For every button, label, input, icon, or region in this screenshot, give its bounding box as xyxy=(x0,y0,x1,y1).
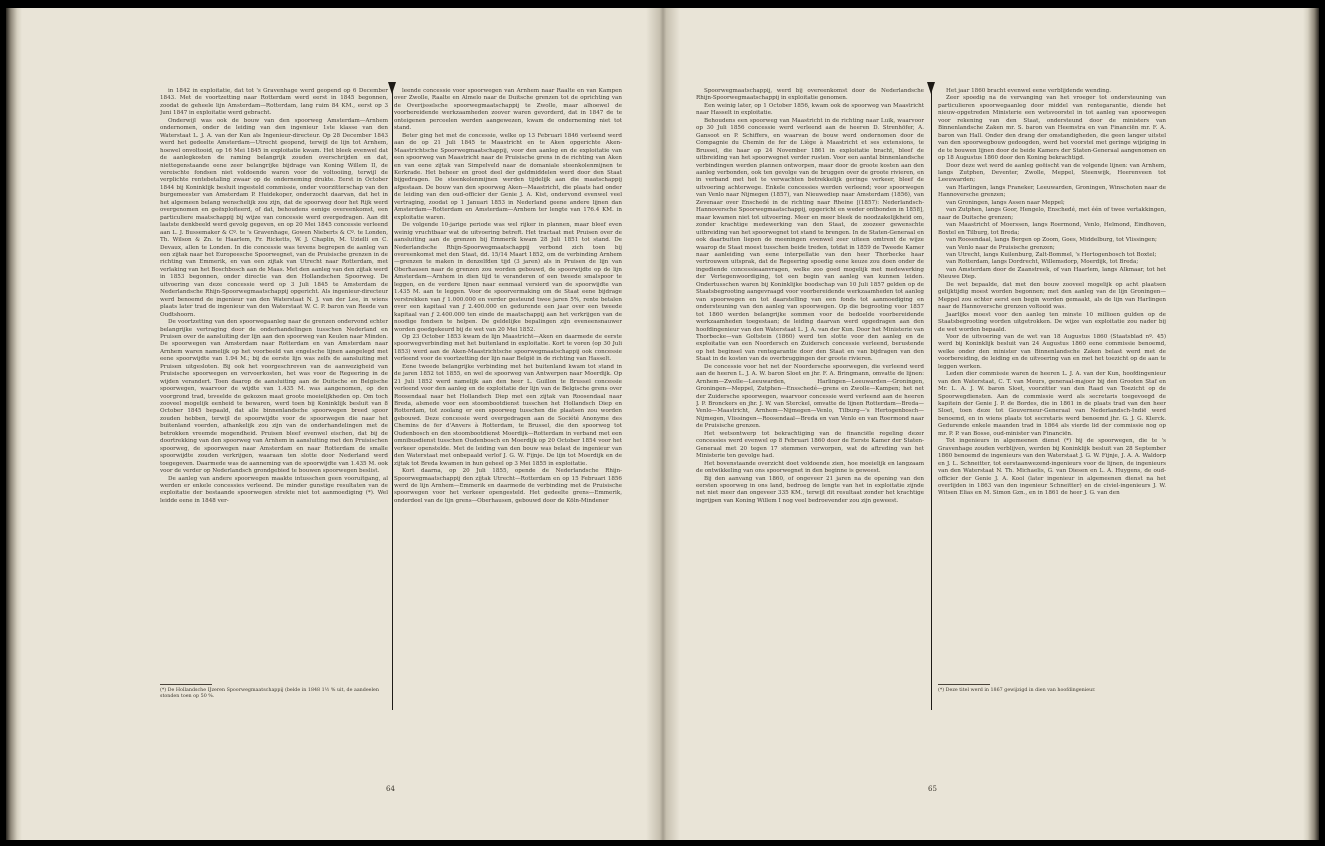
left-page-column-2 xyxy=(394,88,622,708)
paragraph: Een weinig later, op 1 October 1856, kwam ook de spoorweg van Maastricht naar Hasselt in exploitatie. xyxy=(696,102,924,117)
paragraph: in 1842 in exploitatie, dat tot 's Gravenhage werd geopend op 6 December 1843. Met de voortzetting naar Rotterdam werd eerst in 1845 begonnen, zoodat de geheele lijn Amsterdam—Rotterdam, lang ruim 84 KM., eerst op 3 Juni 1847 in exploitatie werd gebracht. xyxy=(160,88,388,117)
list-item: van Groningen, langs Assen naar Meppel; xyxy=(946,199,1065,206)
left-page xyxy=(22,8,646,840)
paragraph: Spoorwegmaatschappij, werd bij overeenkomst door de Nederlandsche Rhijn-Spoorwegmaatschappij in exploitatie genomen. xyxy=(696,88,924,102)
page-edge-left xyxy=(6,8,22,840)
list-item: van Utrecht, langs Kuilenburg, Zalt-Bommel, 's Hertogenbosch tot Boxtel; xyxy=(946,251,1157,258)
paragraph: Bij den aanvang van 1860, of ongeveer 21 jaren na de opening van den eersten spoorweg in ons land, bedroeg de lengte van het in exploitatie zijnde net niet meer dan ongeveer 335 KM., terwijl dit resultaat zonder het krachtige ingrijpen van Koning Willem I nog veel bedroevender zou zijn geweest. xyxy=(696,475,924,504)
paragraph: leende concessie voor spoorwegen van Arnhem naar Raalte en van Kampen over Zwolle, Raalte en Almelo naar de Duitsche grenzen tot de oprichting van de Overijsselsche spoorwegmaatschappij te Zwolle, maar alhoewel de voorbereidende werkzaamheden zoover waren gevorderd, dat in 1847 de te onteigenen perceelen werden aangewezen, kwam de onderneming niet tot stand. xyxy=(394,88,622,132)
list-item: van Zutphen, langs Goor, Hengelo, Enschedé, met één of twee vertakkingen, naar de Duitsche grenzen; xyxy=(938,207,1166,221)
paragraph: De voortzetting van den spoorwegaanleg naar de grenzen ondervond echter belangrijke vertraging door de onderhandelingen tusschen Nederland en Pruisen over de aansluiting der lijn aan den spoorweg van Keulen naar Minden. De spoorwegen van Amsterdam naar Rotterdam en van Amsterdam naar Arnhem waren namelijk op het voorbeeld van engelsche lijnen aangelegd met eene spoorwijdte van 1.94 M.; bij de eerste lijn was zelfs de aansluiting met Pruisen uitgesloten. Bij ook het voorgeschreven van de aanwezigheid van Pruisische spoorwegen en vervoerkosten, het was voor de Regeering in de wijden verandert. Toen daarop de aansluiting aan de Duitsche en Belgische spoorwegen, waarvoor de wijdte van 1.435 M. was aangenomen, op den voorgrond trad, teveelde de gekozen maat groote moeielijkheden op. Om toch zooveel mogelijk eenheid te bewaren, werd toen bij Koninklijk besluit van 8 October 1845 bepaald, dat alle binnenlandsche spoorwegen breed spoor zouden hebben, terwijl de spoorwijdte voor de spoorwegen die naar het buitenland voerden, afhankelijk zou zijn van de onderhandelingen met de betrokken vreemde mogendheid. Pruisen bleef evenwel eischen, dat bij de doortrekking van den spoorweg van Arnhem in aansluiting met den Pruisischen spoorweg, de spoorwegen naar Amsterdam en naar Rotterdam de smalle spoorwijdte zouden verkrijgen, waaraan ten slotte door Nederland werd toegegeven. Daarmede was de aanneming van de spoorwijdte van 1.435 M. ook voor de verder op Nederlandsch grondgebied te bouwen spoorwegen beslist. xyxy=(160,319,388,475)
page-number: 65 xyxy=(928,785,937,793)
left-page-column-1 xyxy=(160,88,388,708)
book-spread xyxy=(6,8,1319,840)
paragraph: Door deze wet werd de aanleg geëischt van de volgende lijnen: van Arnhem, langs Zutphen, Deventer, Zwolle, Meppel, Steenwijk, Heerenveen tot Leeuwarden; xyxy=(938,162,1166,184)
list-item: van Maastricht of Moerssen, langs Roermond, Venlo, Helmond, Eindhoven, Boxtel en Tilburg, tot Breda; xyxy=(938,222,1166,236)
paragraph: Zeer spoedig na de vervanging van het vroeger tot ondersteuning van particulieren spoorwegaanleg door middel van rentegarantie, diende het nieuw-opgetreden Ministerie een wetsvoorstel in tot aanleg van spoorwegen voor rekening van den Staat, ondersteund door de ministers van Binnenlandsche Zaken mr. S. baron van Heemstra en van Financiën mr. F. A. baron van Hall. Onder den drang der omstandigheden, die geen langer uitstel van den spoorwegbouw gedoogden, werd het voorstel met geringe wijziging in de te bouwen lijnen door de beide Kamers der Staten-Generaal aangenomen en op 18 Augustus 1860 door den Koning bekrachtigd. xyxy=(938,95,1166,162)
paragraph: De aanleg van andere spoorwegen maakte intusschen geen vooruitgang, al werden er enkele concessies verleend. De minder gunstige resultaten van de exploitatie der bestaande spoorwegen strekte niet tot aanmoediging (*). Wel leidde eene in 1848 ver- xyxy=(160,475,388,504)
paragraph: Kort daarna, op 20 Juli 1855, opende de Nederlandsche Rhijn-Spoorwegmaatschappij den zijtak Utrecht—Rotterdam en op 15 Februari 1856 werd de lijn Arnhem—Emmerik en daarmede de verbinding met de Pruisische spoorwegen voor het verkeer opengesteld. Het gedeelte grens—Emmerik, onderdeel van de lijn grens—Oberhausen, gebouwd door de Köln-Mindener xyxy=(394,468,622,504)
paragraph: Leden dier commissie waren de heeren L. J. A. van der Kun, hoofdingenieur van den Waterstaat, C. T. van Meurs, generaal-majoor bij den Grooten Staf en Mr. L. A. J. W. baron Sloet, voorzitter van den Raad van Toezicht op de Spoorwegdiensten. Aan de commissie werd als secretaris toegevoegd de kapitein der Genie J. P. de Bordes, die in 1861 in de plaats trad van den heer Sloet, toen deze tot Gouverneur-Generaal van Nederlandsch-Indië werd benoemd, en in wiens plaats tot secretaris werd benoemd jhr. G. J. G. Klerck. Gedurende enkele maanden trad in 1864 als vierde lid der commissie nog op mr. P. P. van Bosse, oud-minister van Financiën. xyxy=(938,371,1166,437)
book-gutter xyxy=(646,8,680,840)
paragraph: Jaarlijks moest voor den aanleg ten minste 10 millioen gulden op de Staatsbegrooting worden uitgetrokken. De wijze van exploitatie zou nader bij de wet worden bepaald. xyxy=(938,311,1166,333)
paragraph: Tot ingenieurs in algemeenen dienst (*) bij de spoorwegen, die te 's Gravenhage zouden verblijven, werden bij Koninklijk besluit van 28 September 1860 benoemd de ingenieurs van den Waterstaat J. G. W. Fijnje, J. A. A. Waldorp en J. L. Schneitter, tot eerstaanwezend-ingenieurs voor de lijnen, de ingenieurs van den Waterstaat N. Th. Michaelis, G. van Diesen en L. A. Huygens, de oud-officier der Genie J. A. Kool (later ingenieur in algemeenen dienst na het overlijden in 1863 van den ingenieur Schneitter) en de civiel-ingenieurs J. W. Witsen Elias en M. Simon Gzn., en in 1861 de heer J. G. van den xyxy=(938,438,1166,497)
paragraph: De volgende 10-jarige periode was wel rijker in plannen, maar bleef even weinig vruchtbaar wat de uitvoering betreft. Het tractaat met Pruisen over de aansluiting aan de grenzen bij Emmerik kwam 28 Juli 1851 tot stand. De Nederlandsche Rhijn-Spoorwegmaatschappij verbond zich toen bij overeenkomst met den Staat, dd. 15/14 Maart 1852, om de verbinding Arnhem—grenzen te maken in denzelfden tijd (3 jaren) als in Pruisen de lijn van Oberhausen naar de grenzen zou worden gebouwd, de spoorwijdte op de lijn Amsterdam—Arnhem in dien tijd te veranderen of een tweede smalspoor te leggen, en de verdere lijnen naar eenmaal versierd van de spoorwijdte van 1.435 M. aan te leggen. Voor de spoorvermaking om de Staat eene bijdrage verstrekken van ƒ 1.000.000 en verder gesteund twee jaren 5%, rente betalen over een kapitaal van ƒ 2.400.000 en gedurende een jaar over een tweede kapitaal van ƒ 2.400.000 ten einde de maatschappij aan het verkrijgen van de noodige fondsen te helpen. De geldelijke bepalingen zijn eveneensnauwer worden goedgekeurd bij de wet van 20 Mei 1852. xyxy=(394,222,622,333)
page-number: 64 xyxy=(386,785,395,793)
right-page-column-1 xyxy=(696,88,924,708)
footnote: (*) De Hollandsche IJzeren Spoorwegmaatschappij (belde in 1848 1½ % uit, de aandeelen stonden toen op 50 %. xyxy=(160,688,379,700)
page-edge-right xyxy=(1303,8,1319,840)
list-item: van Harlingen, langs Franeker, Leeuwarden, Groningen, Winschoten naar de Hannoversche grenzen; xyxy=(938,184,1166,199)
list-item: van Amsterdam door de Zaanstreek, of van Haarlem, langs Alkmaar, tot het Nieuwe Diep. xyxy=(938,266,1166,281)
paragraph: Het jaar 1860 bracht evenwel eene verblijdende wending. xyxy=(946,88,1112,94)
paragraph: Op 23 October 1853 kwam de lijn Maastricht—Aken en daarmede de eerste spoorwegverbinding met het buitenland in exploitatie. Kort te voren (op 30 Juli 1853) werd aan de Aken-Maastrichtsche spoorwegmaatschappij ook concessie verleend voor de voortzetting der lijn naar België in de richting van Hasselt. xyxy=(394,333,622,363)
paragraph: Eene tweede belangrijke verbinding met het buitenland kwam tot stand in de jaren 1852 tot 1855, en wel de spoorweg van Antwerpen naar Moerdijk. Op 21 Juli 1852 werd namelijk aan den heer L. Guillon te Brussel concessie verleend voor den aanleg en de exploitatie der lijn van de Belgische grens over Roosendaal naar het Hollandsch Diep met een zijtak van Roosendaal naar Breda, alsmede voor een stoombootdienst tusschen het Hollandsch Diep en Rotterdam, tot zoolang er een spoorweg tusschen die plaatsen zou worden gebouwd. Deze concessie werd overgedragen aan de Société Anonyme des Chemins de fer d'Anvers à Rotterdam, te Brussel, die den spoorweg tot Oudenbosch en den stoombootdienst Moerdijk—Rotterdam in verband met een omnibusdienst tusschen Oudenbosch en Moerdijk op 20 October 1854 voor het verkeer openstelde. Met de leiding van den bouw was belast de ingenieur van den Waterstaat met onbepaald verlof J. G. W. Fijnje. De lijn tot Moerdijk en de zijtak tot Breda kwamen in hun geheel op 3 Mei 1855 in exploitatie. xyxy=(394,363,622,467)
paragraph: Het bovenstaande overzicht doet voldoende zien, hoe moeielijk en langzaam de ontwikkeling van ons spoorwegnet in den beginne is geweest. xyxy=(696,460,924,475)
paragraph: Behoudens een spoorweg van Maastricht in de richting naar Luik, waarvoor op 30 Juli 1856 concessie werd verleend aan de heeren D. Strenhöfer, A. Gansoot en P. Schiffers, en waarvan de bouw werd ondernomen door de Compagnie du Chemin de fer de Liège à Maastricht et ses extensions, te Brussel, die haar op 24 November 1861 in exploitatie bracht, bleef de uitbreiding van het spoorwegnet verder rusten. Voor een aantal binnenlandsche verbindingen werden plannen ontworpen, maar door de groote kosten aan den aanleg verbonden, ook ten gevolge van de bruggen over de groote rivieren, en in verband met het te verwachten betrekkelijk geringe verkeer, bleef de uitvoering achterwege. Enkele concessies werden verleend; voor spoorwegen van Venlo naar Nijmegen (1857), van Nieuwediep naar Amsterdam (1856), van Zevenaar over Enschedé in de richting naar Rheine [(1857): Nederlandsch-Hannoversche Spoorwegmaatschappij, opgericht en weder ontbonden in 1858], maar kwamen niet tot uitvoering. Meer en meer bleek de noodzakelijkheid om, zonder krachtige medewerking van den Staat, de zoozeer gewenschte uitbreiding van het spoorwegnet tot stand te brengen. In de Staten-Generaal en ook daarbuiten liepen de meeningen evenwel zeer uiteen omtrent de wijze waarop de Staat moest tusschen beide treden, totdat in 1859 de Tweede Kamer naar aanleiding van eene interpellatie van den heer Thorbecke haar vertrouwen uitsprak, dat de Regeering spoedig eene keuze zou doen onder de ingediende concessieaanvragen, welke zoo goed mogelijk met medewerking der Vertegenwoordiging, tot een begin van aanleg van kunnen leiden. Ondertusschen waren bij Koninklijke boodschap van 10 Juli 1857 gelden op de Staatsbegrooting aangevraagd voor voorbereidende werkzaamheden tot aanleg van spoorwegen en tot daarstelling van een fonds tot aanmoediging en ondersteuning van den aanleg van spoorwegen. Op die begrooting voor 1857 tot 1860 werden belangrijke sommen voor de bedoelde voorbereidende werkzaamheden toegestaan; de leiding daarvan werd opgedragen aan den hoofdingenieur van den Waterstaat L. J. A. van der Kun. Door het Ministerie van Thorbecke—van Goltstein (1860) werd ten slotte voor den aanleg en de exploitatie van een Noordersch en Zuidersch concessie verleend, berustende op het beginsel van rentegarantie door den Staat en van bijdragen van den Staat in de kosten van de overbruggingen der groote rivieren. xyxy=(696,117,924,363)
right-page xyxy=(680,8,1303,840)
right-page-column-2 xyxy=(938,88,1166,708)
list-item: van Roosendaal, langs Bergen op Zoom, Goes, Middelburg, tot Vlissingen; xyxy=(946,237,1157,244)
paragraph: De wet bepaalde, dat met den bouw zooveel mogelijk op acht plaatsen gelijktijdig moest worden begonnen; met den aanleg van de lijn Groningen—Meppel zou echter eerst een begin worden gemaakt, als de lijn van Harlingen naar de Hannoversche grenzen voltooid was. xyxy=(938,281,1166,311)
footnote: (*) Deze titel werd in 1867 gewijzigd in dien van hoofdingenieur. xyxy=(938,688,1096,693)
list-item: van Rotterdam, langs Dordrecht, Willemsdorp, Moerdijk, tot Breda; xyxy=(946,259,1139,266)
paragraph: Voor de uitvoering van de wet van 18 Augustus 1860 (Staatsblad nº. 45) werd bij Koninklijk besluit van 24 Augustus 1860 eene commissie benoemd, welke onder den minister van Binnenlandsche Zaken belast werd met de voorbereiding, de leiding en de uitvoering van en met het toezicht op de aan te leggen werken. xyxy=(938,333,1166,370)
footnote-rule xyxy=(160,684,212,685)
paragraph: Beter ging het met de concessie, welke op 13 Februari 1846 verleend werd aan de op 21 Juli 1845 te Maastricht en te Aken opgerichte Aken-Maastrichtsche Spoorwegmaatschappij, voor den aanleg en de exploitatie van een spoorweg van Maastricht naar de Pruisische grens in de richting van Aken en van eene zijtak van Simpelveld naar de domaniale steenkolenmijnen te Kerkrade. Het beheer en groot deel der geldmiddelen werd door den Staat bijgedragen. De steenkolenmijnen werden tijdelijk aan die maatschappij afgestaan. De bouw van den spoorweg Aken—Maastricht, die plaats had onder de leiding van den oud-officier der Genie J. A. Kist, ondervond evenwel veel vertraging, zoodat op 1 Januari 1853 in Nederland geene andere lijnen dan Amsterdam—Rotterdam en Amsterdam—Arnhem ter lengte van 176.4 KM. in exploitatie waren. xyxy=(394,132,622,221)
list-item: van Venlo naar de Pruisische grenzen; xyxy=(946,244,1055,251)
paragraph: De concessie voor het net der Noordersche spoorwegen, die verleend werd aan de heeren L. J. A. W. baron Sloet en jhr. F. A. Bringmann, omvatte de lijnen: Arnhem—Zwolle—Leeuwarden, Harlingen—Leeuwarden—Groningen, Groningen—Meppel, Zutphen—Ensschedé—grens en Zwolle—Kampen; het net der Zuidersche spoorwegen, waarvoor concessie werd verleend aan de heeren J. P. Bronckers en jhr. J. W. van Sterckel, omvatte de lijnen Rotterdam—Breda—Venlo—Maastricht, Arnhem—Nijmegen—Venlo, Tilburg—'s Hertogenbosch—Nijmegen, Vlissingen—Roosendaal—Breda en van Venlo en van Roermond naar de Pruisische grenzen. xyxy=(696,363,924,430)
column-rule xyxy=(392,86,393,710)
paragraph: Onderwijl was ook de bouw van den spoorweg Amsterdam—Arnhem ondernomen, onder de leiding van den ingenieur 1ste klasse van den Waterstaat L. J. A. van der Kun als Ingenieur-directeur. Op 28 December 1843 werd het gedeelte Amsterdam—Utrecht geopend, terwijl de lijn tot Arnhem, hoewel onvoltooid, op 16 Mei 1845 in exploitatie kwam. Het bleek evenwel dat de aanlegkosten de raming belangrijk zouden overschrijden en dat, niettegenstaande eene zeer belangrijke bijdrage van Koning Willem II, de vereischte fondsen niet voldoende waren voor de voltooiing, terwijl de verplichte rentebetaling zwaar op de onderneming drukte. Eerst in October 1844 bij Koninklijk besluit ingesteld commissie, onder voorzitterschap van den burgemeester van Amsterdam P. Huidekoper, onderzocht daarvan, dat het in het algemeen belang wenschelijk zou zijn, dat de spoorweg door het Rijk werd overgenomen en geëxploiteerd, of dat, behoudens eenige overeenkomst, een particuliere maatschappij bij wijze van concessie werd overgedragen. Aan dit laatste denkbeeld werd gevolg gegeven, en op 20 Mei 1845 concessie verleend aan L. J. Bussemaker & Cº. te 's Gravenhage, Gowen Nieberts & Cº. te Londen, Th. Wilson & Zn. te Haarlem, Fr. Ricketts, W. J. Chaplin, M. Uzielli en C. Devaux, allen te Londen. In die concessie was tevens begrepen de aanleg van een zijtak naar het Europeesche Spoorwegnet, van de Pruisische grenzen in de richting van Emmerik, en van een zijtak van Utrecht naar Rotterdam, met verlaking van het Boschbosch aan de Maas. Met den aanleg van den zijtak werd in 1853 begonnen, onder directie van den Hollandschen Spoorweg. De uitvoering van deze concessie werd op 3 Juli 1845 te Amsterdam de Nederlandsche Rhijn-Spoorwegmaatschappij opgericht. Als ingenieur-directeur werd benoemd de ingenieur van den Waterstaat N. J. van der Lee, in wiens plaats later trad de ingenieur van den Waterstaat W. C. P. baron van Reede van Oudtshoorn. xyxy=(160,117,388,318)
column-rule xyxy=(931,86,932,710)
paragraph: Het wetsontwerp tot bekrachtiging van de financiële regeling dezer concessies werd evenwel op 8 Februari 1860 door de Eerste Kamer der Staten-Generaal met 20 tegen 17 stemmen verworpen, wat de aftreding van het Ministerie ten gevolge had. xyxy=(696,430,924,460)
column-rule-ornament xyxy=(927,82,935,94)
footnote-rule xyxy=(938,684,990,685)
